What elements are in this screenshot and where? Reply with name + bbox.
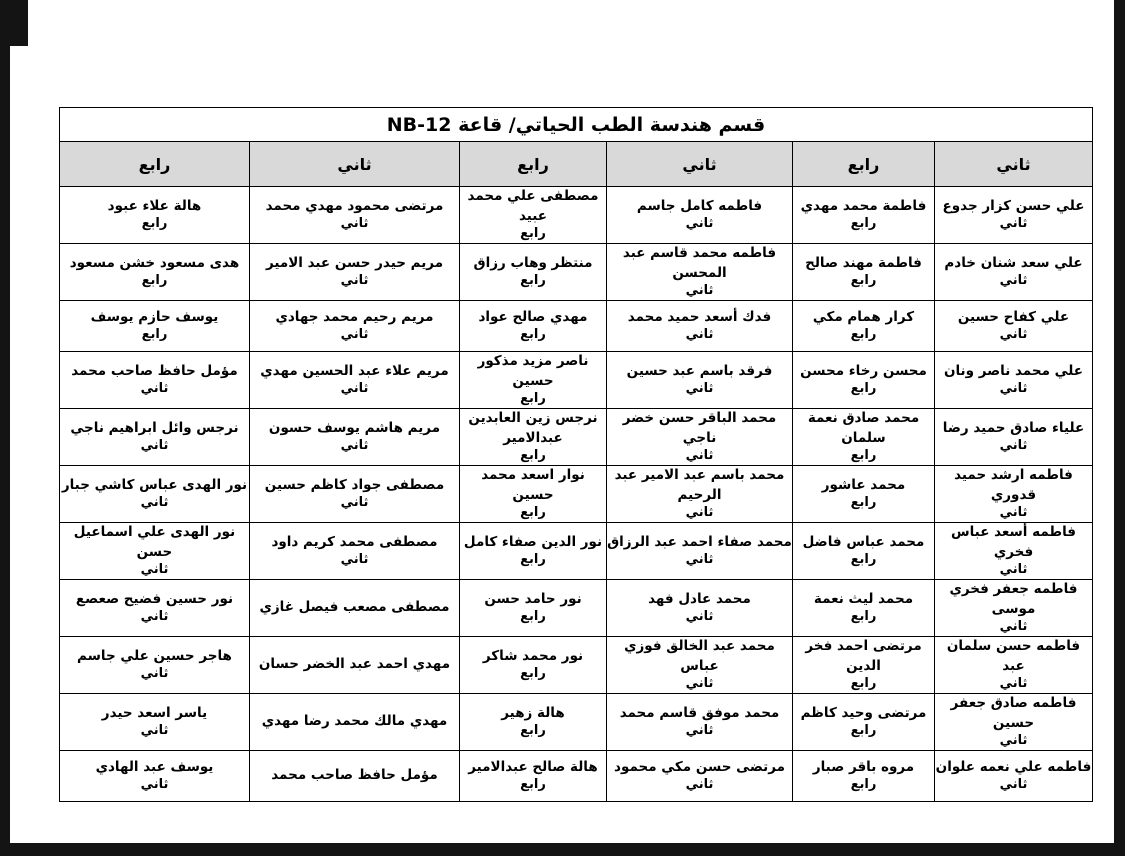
student-cell bbox=[460, 637, 607, 694]
student-level: ثاني bbox=[685, 505, 714, 521]
scan-corner-mark bbox=[0, 0, 28, 46]
student-level: ثاني bbox=[340, 216, 369, 232]
student-cell bbox=[250, 244, 460, 301]
student-name: نوار اسعد محمد حسين bbox=[481, 467, 585, 503]
student-name: محمد عبد الخالق فوزي عباس bbox=[624, 638, 775, 674]
student-name: محمد عباس فاضل bbox=[802, 533, 925, 550]
student-cell bbox=[250, 466, 460, 523]
student-level: ثاني bbox=[340, 381, 369, 397]
student-name: مهدي احمد عبد الخضر حسان bbox=[258, 656, 451, 673]
student-name: يوسف عبد الهادي bbox=[95, 758, 214, 775]
student-level: ثاني bbox=[685, 609, 714, 625]
student-level: رابع bbox=[520, 448, 546, 464]
student-name: علياء صادق حميد رضا bbox=[942, 419, 1085, 436]
student-cell bbox=[935, 637, 1093, 694]
student-level: ثاني bbox=[685, 676, 714, 692]
student-name: محمد عاشور bbox=[821, 476, 906, 493]
student-name: فرقد باسم عبد حسين bbox=[626, 362, 773, 379]
student-name: محمد عادل فهد bbox=[648, 590, 751, 607]
scan-edge-bottom bbox=[0, 843, 1125, 856]
student-name: فاطمه علي نعمه علوان bbox=[935, 758, 1092, 775]
student-name: مرتضى وحيد كاظم bbox=[800, 704, 927, 721]
student-cell bbox=[250, 637, 460, 694]
student-level: ثاني bbox=[999, 216, 1028, 232]
student-name: فدك أسعد حميد محمد bbox=[627, 308, 772, 325]
student-cell bbox=[793, 244, 935, 301]
student-cell bbox=[460, 466, 607, 523]
page-title: قسم هندسة الطب الحياتي/ قاعة NB-12 bbox=[59, 108, 1092, 142]
student-cell bbox=[460, 187, 607, 244]
student-level: رابع bbox=[520, 777, 546, 793]
student-level: ثاني bbox=[140, 562, 169, 578]
student-name: مريم حيدر حسن عبد الامير bbox=[265, 254, 444, 271]
student-level: رابع bbox=[520, 226, 546, 242]
student-name: نور محمد شاكر bbox=[482, 647, 584, 664]
student-level: رابع bbox=[520, 552, 546, 568]
student-name: هدى مسعود خشن مسعود bbox=[69, 254, 240, 271]
student-name: نور حامد حسن bbox=[484, 590, 582, 607]
student-level: رابع bbox=[520, 609, 546, 625]
student-level: ثاني bbox=[999, 676, 1028, 692]
table-row bbox=[59, 694, 1092, 751]
student-level: رابع bbox=[850, 216, 877, 232]
student-name: هالة علاء عبود bbox=[107, 197, 202, 214]
student-level: ثاني bbox=[999, 381, 1028, 397]
roster-body bbox=[59, 187, 1092, 802]
table-row bbox=[59, 301, 1092, 352]
student-cell bbox=[460, 694, 607, 751]
student-level: رابع bbox=[141, 216, 168, 232]
student-level: ثاني bbox=[140, 495, 169, 511]
student-cell bbox=[793, 637, 935, 694]
table-row bbox=[59, 409, 1092, 466]
student-cell bbox=[250, 694, 460, 751]
student-cell bbox=[793, 187, 935, 244]
student-level: ثاني bbox=[685, 381, 714, 397]
student-level: رابع bbox=[520, 391, 546, 407]
student-name: مصطفى علي محمد عبيد bbox=[467, 188, 599, 224]
student-name: مهدي مالك محمد رضا مهدي bbox=[261, 713, 448, 730]
student-name: مصطفى محمد كريم داود bbox=[271, 533, 438, 550]
student-level: ثاني bbox=[140, 666, 169, 682]
column-header: ثاني bbox=[935, 142, 1093, 187]
student-name: محمد موفق قاسم محمد bbox=[619, 704, 780, 721]
student-cell bbox=[250, 523, 460, 580]
seating-roster-table bbox=[59, 107, 1093, 802]
student-cell bbox=[59, 637, 249, 694]
student-level: ثاني bbox=[685, 777, 714, 793]
student-level: رابع bbox=[850, 609, 877, 625]
student-cell bbox=[607, 352, 793, 409]
student-cell bbox=[607, 580, 793, 637]
student-level: ثاني bbox=[685, 723, 714, 739]
title-row bbox=[59, 108, 1092, 142]
student-cell bbox=[935, 352, 1093, 409]
student-level: ثاني bbox=[999, 327, 1028, 343]
student-level: رابع bbox=[850, 777, 877, 793]
student-level: ثاني bbox=[685, 216, 714, 232]
student-name: هالة صالح عبدالامير bbox=[468, 758, 598, 775]
student-cell bbox=[460, 301, 607, 352]
student-cell bbox=[793, 409, 935, 466]
student-level: ثاني bbox=[999, 273, 1028, 289]
student-name: فاطمه صادق جعفر حسين bbox=[950, 695, 1077, 731]
student-level: ثاني bbox=[140, 609, 169, 625]
student-cell bbox=[935, 409, 1093, 466]
student-name: نور الهدى علي اسماعيل حسن bbox=[73, 524, 236, 560]
student-name: نرجس زين العابدين عبدالامير bbox=[468, 410, 598, 446]
student-name: مصطفى مصعب فيصل غازي bbox=[259, 599, 450, 616]
student-cell bbox=[460, 244, 607, 301]
student-level: ثاني bbox=[140, 777, 169, 793]
student-cell bbox=[935, 580, 1093, 637]
student-level: ثاني bbox=[340, 495, 369, 511]
student-level: رابع bbox=[850, 723, 877, 739]
student-cell bbox=[935, 751, 1093, 802]
student-name: هاجر حسين علي جاسم bbox=[77, 647, 232, 664]
document-sheet bbox=[60, 107, 1093, 802]
student-name: ناصر مزيد مذكور حسين bbox=[477, 353, 589, 389]
student-name: محسن رخاء محسن bbox=[800, 362, 927, 379]
student-level: رابع bbox=[520, 505, 546, 521]
student-level: ثاني bbox=[340, 552, 369, 568]
student-cell bbox=[59, 244, 249, 301]
student-name: محمد صفاء احمد عبد الرزاق bbox=[607, 533, 792, 550]
student-level: رابع bbox=[520, 273, 546, 289]
student-cell bbox=[59, 187, 249, 244]
student-cell bbox=[250, 187, 460, 244]
student-name: علي حسن كزار جدوع bbox=[942, 197, 1085, 214]
student-cell bbox=[607, 637, 793, 694]
student-cell bbox=[460, 523, 607, 580]
student-level: ثاني bbox=[999, 505, 1028, 521]
table-row bbox=[59, 244, 1092, 301]
student-cell bbox=[460, 409, 607, 466]
table-row bbox=[59, 523, 1092, 580]
student-name: مصطفى جواد كاظم حسين bbox=[264, 476, 445, 493]
student-cell bbox=[607, 244, 793, 301]
student-level: ثاني bbox=[340, 438, 369, 454]
student-level: ثاني bbox=[685, 327, 714, 343]
student-cell bbox=[59, 694, 249, 751]
student-level: رابع bbox=[850, 273, 877, 289]
student-cell bbox=[59, 466, 249, 523]
student-name: نرجس وائل ابراهيم ناجي bbox=[70, 419, 239, 436]
student-level: رابع bbox=[850, 381, 877, 397]
student-cell bbox=[793, 523, 935, 580]
student-cell bbox=[59, 523, 249, 580]
header-row bbox=[59, 142, 1092, 187]
student-name: مؤمل حافظ صاحب محمد bbox=[71, 362, 238, 379]
student-cell bbox=[460, 352, 607, 409]
student-level: رابع bbox=[520, 723, 546, 739]
student-level: رابع bbox=[850, 495, 877, 511]
student-name: مرتضى حسن مكي محمود bbox=[614, 758, 785, 775]
student-level: ثاني bbox=[999, 619, 1028, 635]
student-level: رابع bbox=[850, 327, 877, 343]
student-cell bbox=[460, 580, 607, 637]
table-row bbox=[59, 352, 1092, 409]
student-level: رابع bbox=[141, 327, 168, 343]
student-level: رابع bbox=[850, 676, 877, 692]
student-cell bbox=[607, 523, 793, 580]
student-level: ثاني bbox=[340, 327, 369, 343]
table-row bbox=[59, 751, 1092, 802]
table-row bbox=[59, 187, 1092, 244]
student-cell bbox=[250, 352, 460, 409]
student-cell bbox=[607, 751, 793, 802]
student-level: رابع bbox=[520, 327, 546, 343]
column-header: ثاني bbox=[250, 142, 460, 187]
student-cell bbox=[59, 409, 249, 466]
student-cell bbox=[793, 694, 935, 751]
student-cell bbox=[793, 466, 935, 523]
student-cell bbox=[607, 301, 793, 352]
student-level: ثاني bbox=[685, 552, 714, 568]
table-row bbox=[59, 580, 1092, 637]
student-cell bbox=[935, 244, 1093, 301]
student-cell bbox=[59, 580, 249, 637]
student-name: مروه باقر صبار bbox=[812, 758, 915, 775]
student-name: مريم هاشم يوسف حسون bbox=[268, 419, 441, 436]
student-name: فاطمه أسعد عباس فخري bbox=[950, 524, 1076, 560]
student-cell bbox=[935, 694, 1093, 751]
student-name: مرتضى محمود مهدي محمد bbox=[265, 197, 444, 214]
student-level: ثاني bbox=[999, 438, 1028, 454]
student-name: علي سعد شنان خادم bbox=[944, 254, 1083, 271]
student-level: ثاني bbox=[685, 283, 714, 299]
student-name: نور حسين فضيح صعصع bbox=[75, 590, 234, 607]
student-name: كرار همام مكي bbox=[812, 308, 915, 325]
scan-edge-left bbox=[0, 0, 10, 856]
column-header: رابع bbox=[793, 142, 935, 187]
student-name: هالة زهير bbox=[501, 704, 565, 721]
student-cell bbox=[935, 301, 1093, 352]
student-level: رابع bbox=[850, 448, 877, 464]
student-name: فاطمه جعفر فخري موسى bbox=[949, 581, 1078, 617]
student-cell bbox=[793, 352, 935, 409]
student-name: نور الدين صفاء كامل bbox=[463, 533, 603, 550]
student-cell bbox=[250, 580, 460, 637]
student-name: محمد باسم عبد الامير عبد الرحيم bbox=[614, 467, 785, 503]
student-cell bbox=[460, 751, 607, 802]
student-name: يوسف حازم يوسف bbox=[90, 308, 219, 325]
student-name: مريم رحيم محمد جهادي bbox=[275, 308, 434, 325]
column-header: رابع bbox=[59, 142, 249, 187]
student-name: ياسر اسعد حيدر bbox=[101, 704, 208, 721]
student-name: فاطمة مهند صالح bbox=[805, 254, 922, 271]
table-row bbox=[59, 637, 1092, 694]
student-level: ثاني bbox=[999, 733, 1028, 749]
table-row bbox=[59, 466, 1092, 523]
student-cell bbox=[59, 301, 249, 352]
student-cell bbox=[59, 352, 249, 409]
student-cell bbox=[793, 751, 935, 802]
student-cell bbox=[250, 409, 460, 466]
student-cell bbox=[59, 751, 249, 802]
student-level: ثاني bbox=[340, 273, 369, 289]
student-level: ثاني bbox=[999, 562, 1028, 578]
student-name: محمد صادق نعمة سلمان bbox=[807, 410, 920, 446]
student-name: فاطمه حسن سلمان عبد bbox=[946, 638, 1081, 674]
student-cell bbox=[935, 187, 1093, 244]
student-level: رابع bbox=[141, 273, 168, 289]
scan-edge-right bbox=[1114, 0, 1125, 856]
student-cell bbox=[793, 301, 935, 352]
student-name: مؤمل حافظ صاحب محمد bbox=[271, 767, 438, 784]
student-level: ثاني bbox=[140, 438, 169, 454]
student-name: محمد ليث نعمة bbox=[813, 590, 914, 607]
student-cell bbox=[935, 523, 1093, 580]
student-level: ثاني bbox=[999, 777, 1028, 793]
student-cell bbox=[935, 466, 1093, 523]
student-cell bbox=[793, 580, 935, 637]
student-cell bbox=[607, 694, 793, 751]
student-level: ثاني bbox=[140, 723, 169, 739]
student-name: فاطمه ارشد حميد قدوري bbox=[954, 467, 1073, 503]
student-name: فاطمه كامل جاسم bbox=[636, 197, 763, 214]
student-cell bbox=[607, 409, 793, 466]
student-level: ثاني bbox=[140, 381, 169, 397]
student-name: مرتضى احمد فخر الدين bbox=[805, 638, 922, 674]
student-name: فاطمه محمد قاسم عبد المحسن bbox=[622, 245, 777, 281]
student-name: فاطمة محمد مهدي bbox=[800, 197, 927, 214]
student-cell bbox=[607, 466, 793, 523]
student-name: مريم علاء عبد الحسين مهدي bbox=[260, 362, 449, 379]
student-name: نور الهدى عباس كاشي جبار bbox=[61, 476, 248, 493]
student-level: رابع bbox=[520, 666, 546, 682]
student-cell bbox=[250, 301, 460, 352]
column-header: ثاني bbox=[607, 142, 793, 187]
student-level: ثاني bbox=[685, 448, 714, 464]
student-name: علي كفاح حسين bbox=[957, 308, 1070, 325]
student-name: علي محمد ناصر ونان bbox=[943, 362, 1084, 379]
student-name: مهدي صالح عواد bbox=[478, 308, 588, 325]
student-level: رابع bbox=[850, 552, 877, 568]
student-cell bbox=[250, 751, 460, 802]
column-header: رابع bbox=[460, 142, 607, 187]
student-name: محمد الباقر حسن خضر ناجي bbox=[622, 410, 777, 446]
student-cell bbox=[607, 187, 793, 244]
student-name: منتظر وهاب رزاق bbox=[473, 254, 593, 271]
